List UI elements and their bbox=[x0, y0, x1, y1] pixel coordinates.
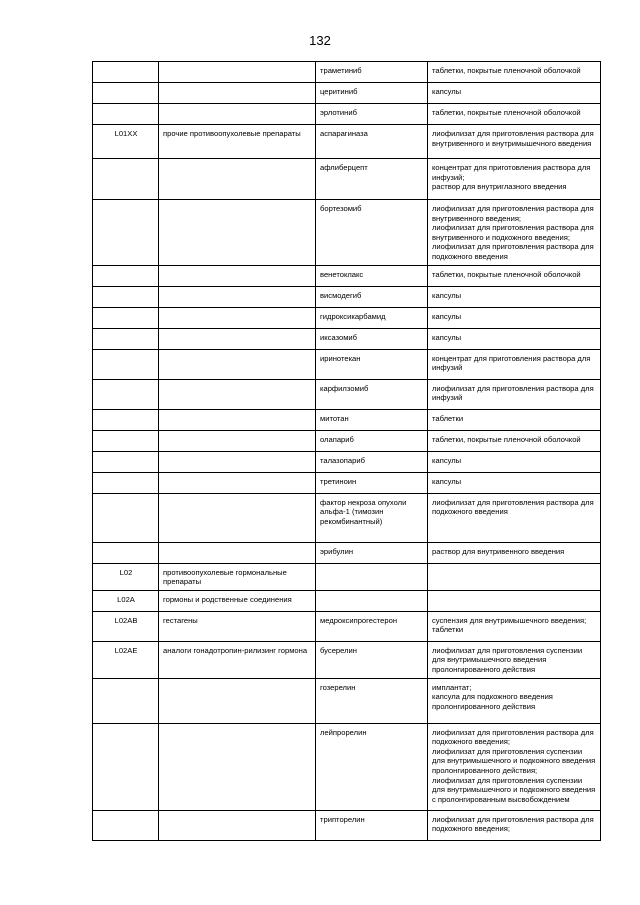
drug-name-cell: венетоклакс bbox=[316, 265, 428, 286]
group-name-cell bbox=[159, 286, 316, 307]
dosage-form-cell bbox=[428, 590, 601, 611]
atc-code-cell bbox=[93, 286, 159, 307]
group-name-cell bbox=[159, 723, 316, 810]
drug-name-cell: висмодегиб bbox=[316, 286, 428, 307]
dosage-form-cell bbox=[428, 493, 601, 542]
drug-name-cell bbox=[316, 590, 428, 611]
atc-code-cell bbox=[93, 200, 159, 266]
group-name-cell bbox=[159, 472, 316, 493]
dosage-form-cell bbox=[428, 104, 601, 125]
dosage-form-cell bbox=[428, 810, 601, 840]
dosage-form-line: таблетки, покрытые пленочной оболочкой bbox=[432, 108, 581, 117]
dosage-form-line: таблетки, покрытые пленочной оболочкой bbox=[432, 66, 581, 75]
drug-name-cell: церитиниб bbox=[316, 83, 428, 104]
dosage-form-cell bbox=[428, 451, 601, 472]
dosage-form-cell bbox=[428, 307, 601, 328]
group-name-cell bbox=[159, 810, 316, 840]
group-name-cell bbox=[159, 409, 316, 430]
group-name-cell: прочие противоопухолевые препараты bbox=[159, 125, 316, 159]
atc-code-cell bbox=[93, 349, 159, 379]
dosage-form-line: лиофилизат для приготовления раствора для подкожного введения; bbox=[432, 814, 594, 834]
dosage-form-cell bbox=[428, 265, 601, 286]
dosage-form-cell bbox=[428, 472, 601, 493]
table-row bbox=[93, 493, 601, 542]
table-row bbox=[93, 678, 601, 723]
page-number: 132 bbox=[309, 33, 331, 48]
dosage-form-cell bbox=[428, 328, 601, 349]
table-row bbox=[93, 810, 601, 840]
drug-name-cell: эрлотиниб bbox=[316, 104, 428, 125]
dosage-form-line: лиофилизат для приготовления суспензии для внутримышечного и подкожного введения пролонгированного действия; bbox=[432, 746, 596, 775]
dosage-form-line: лиофилизат для приготовления раствора для подкожного введения; bbox=[432, 727, 594, 747]
atc-code-cell bbox=[93, 307, 159, 328]
group-name-cell bbox=[159, 430, 316, 451]
group-name-cell bbox=[159, 307, 316, 328]
dosage-form-cell bbox=[428, 379, 601, 409]
drug-name-cell: гидроксикарбамид bbox=[316, 307, 428, 328]
atc-code-cell bbox=[93, 451, 159, 472]
dosage-form-cell bbox=[428, 723, 601, 810]
dosage-form-line: таблетки bbox=[432, 413, 464, 423]
table-row bbox=[93, 159, 601, 200]
atc-code-cell bbox=[93, 542, 159, 563]
atc-code-cell bbox=[93, 83, 159, 104]
table-row bbox=[93, 542, 601, 563]
atc-code-cell bbox=[93, 723, 159, 810]
dosage-form-cell bbox=[428, 349, 601, 379]
group-name-cell: гормоны и родственные соединения bbox=[159, 590, 316, 611]
drug-name-cell: иринотекан bbox=[316, 349, 428, 379]
group-name-cell bbox=[159, 379, 316, 409]
table-row bbox=[93, 563, 601, 590]
dosage-form-line: лиофилизат для приготовления раствора для внутривенного введения; bbox=[432, 204, 594, 223]
drug-name-cell: фактор некроза опухоли альфа-1 (тимозин рекомбинантный) bbox=[316, 493, 428, 542]
atc-code-cell: L02AE bbox=[93, 641, 159, 678]
dosage-form-line: таблетки, покрытые пленочной оболочкой bbox=[432, 269, 581, 279]
atc-code-cell bbox=[93, 810, 159, 840]
atc-code-cell: L01XX bbox=[93, 125, 159, 159]
drug-name-cell: карфилзомиб bbox=[316, 379, 428, 409]
dosage-form-line: таблетки, покрытые пленочной оболочкой bbox=[432, 434, 581, 444]
drug-name-cell: бусерелин bbox=[316, 641, 428, 678]
atc-code-cell bbox=[93, 265, 159, 286]
dosage-form-cell bbox=[428, 430, 601, 451]
dosage-form-line: капсула для подкожного введения пролонгированного действия bbox=[432, 692, 553, 711]
atc-code-cell bbox=[93, 379, 159, 409]
dosage-form-line: имплантат; bbox=[432, 682, 472, 692]
drug-name-cell bbox=[316, 563, 428, 590]
atc-code-cell bbox=[93, 430, 159, 451]
atc-code-cell: L02 bbox=[93, 563, 159, 590]
table-row bbox=[93, 286, 601, 307]
dosage-form-line: раствор для внутривенного введения bbox=[432, 546, 565, 556]
drug-name-cell: траметиниб bbox=[316, 62, 428, 83]
table-row bbox=[93, 472, 601, 493]
dosage-form-cell bbox=[428, 83, 601, 104]
dosage-form-line: таблетки bbox=[432, 625, 464, 635]
dosage-form-cell bbox=[428, 542, 601, 563]
atc-code-cell bbox=[93, 104, 159, 125]
dosage-form-line: капсулы bbox=[432, 87, 462, 96]
drug-name-cell: олапариб bbox=[316, 430, 428, 451]
dosage-form-line: лиофилизат для приготовления раствора для инфузий bbox=[432, 383, 594, 403]
group-name-cell bbox=[159, 104, 316, 125]
dosage-form-line: раствор для внутриглазного введения bbox=[432, 182, 567, 192]
dosage-form-line: капсулы bbox=[432, 332, 462, 342]
group-name-cell bbox=[159, 83, 316, 104]
group-name-cell bbox=[159, 493, 316, 542]
table-row bbox=[93, 349, 601, 379]
drug-name-cell: афлиберцепт bbox=[316, 159, 428, 200]
table-row bbox=[93, 200, 601, 266]
dosage-form-line: концентрат для приготовления раствора для инфузий; bbox=[432, 163, 591, 182]
group-name-cell bbox=[159, 678, 316, 723]
dosage-form-cell bbox=[428, 678, 601, 723]
table-row bbox=[93, 409, 601, 430]
drug-name-cell: гозерелин bbox=[316, 678, 428, 723]
dosage-form-line: капсулы bbox=[432, 311, 462, 321]
dosage-form-line: лиофилизат для приготовления суспензии для внутримышечного введения пролонгированного действия bbox=[432, 645, 583, 674]
drug-name-cell: лейпрорелин bbox=[316, 723, 428, 810]
drug-name-cell: бортезомиб bbox=[316, 200, 428, 266]
atc-code-cell bbox=[93, 62, 159, 83]
drug-name-cell: трипторелин bbox=[316, 810, 428, 840]
group-name-cell bbox=[159, 200, 316, 266]
dosage-form-cell bbox=[428, 611, 601, 641]
dosage-form-cell bbox=[428, 200, 601, 266]
group-name-cell bbox=[159, 542, 316, 563]
table-row bbox=[93, 590, 601, 611]
table-row bbox=[93, 104, 601, 125]
table-row bbox=[93, 265, 601, 286]
group-name-cell: аналоги гонадотропин-рилизинг гормона bbox=[159, 641, 316, 678]
drug-name-cell: талазопариб bbox=[316, 451, 428, 472]
dosage-form-cell bbox=[428, 159, 601, 200]
group-name-cell bbox=[159, 451, 316, 472]
drug-name-cell: иксазомиб bbox=[316, 328, 428, 349]
group-name-cell bbox=[159, 328, 316, 349]
atc-code-cell bbox=[93, 159, 159, 200]
atc-code-cell bbox=[93, 472, 159, 493]
dosage-form-cell bbox=[428, 641, 601, 678]
table-row bbox=[93, 125, 601, 159]
table-row bbox=[93, 430, 601, 451]
atc-code-cell bbox=[93, 328, 159, 349]
dosage-form-line: капсулы bbox=[432, 476, 462, 486]
dosage-form-line: лиофилизат для приготовления раствора для подкожного введения bbox=[432, 242, 594, 261]
group-name-cell bbox=[159, 265, 316, 286]
atc-code-cell bbox=[93, 678, 159, 723]
table-row bbox=[93, 451, 601, 472]
atc-code-cell bbox=[93, 493, 159, 542]
table-row bbox=[93, 83, 601, 104]
table-row bbox=[93, 379, 601, 409]
table-row bbox=[93, 641, 601, 678]
dosage-form-cell bbox=[428, 125, 601, 159]
atc-code-cell: L02AB bbox=[93, 611, 159, 641]
drug-table bbox=[92, 61, 601, 841]
table-row bbox=[93, 62, 601, 83]
group-name-cell: противоопухолевые гормональные препараты bbox=[159, 563, 316, 590]
drug-name-cell: третиноин bbox=[316, 472, 428, 493]
dosage-form-line: концентрат для приготовления раствора для инфузий bbox=[432, 353, 591, 373]
dosage-form-line: капсулы bbox=[432, 290, 462, 300]
group-name-cell bbox=[159, 349, 316, 379]
dosage-form-line: лиофилизат для приготовления суспензии для внутримышечного и подкожного введения с пролонгированным высвобождением bbox=[432, 775, 596, 804]
dosage-form-line: лиофилизат для приготовления раствора для подкожного введения bbox=[432, 497, 594, 517]
dosage-form-cell bbox=[428, 286, 601, 307]
dosage-form-line: лиофилизат для приготовления раствора для внутривенного и подкожного введения; bbox=[432, 223, 594, 242]
drug-name-cell: митотан bbox=[316, 409, 428, 430]
drug-name-cell: медроксипрогестерон bbox=[316, 611, 428, 641]
dosage-form-cell bbox=[428, 409, 601, 430]
drug-name-cell: аспарагиназа bbox=[316, 125, 428, 159]
table-row bbox=[93, 307, 601, 328]
table-row bbox=[93, 611, 601, 641]
dosage-form-line: суспензия для внутримышечного введения; bbox=[432, 615, 587, 625]
table-row bbox=[93, 723, 601, 810]
group-name-cell bbox=[159, 62, 316, 83]
group-name-cell: гестагены bbox=[159, 611, 316, 641]
dosage-form-line: лиофилизат для приготовления раствора для внутривенного и внутримышечного введения bbox=[432, 129, 594, 148]
atc-code-cell bbox=[93, 409, 159, 430]
dosage-form-cell bbox=[428, 563, 601, 590]
dosage-form-cell bbox=[428, 62, 601, 83]
drug-name-cell: эрибулин bbox=[316, 542, 428, 563]
dosage-form-line: капсулы bbox=[432, 455, 462, 465]
table-row bbox=[93, 328, 601, 349]
group-name-cell bbox=[159, 159, 316, 200]
atc-code-cell: L02A bbox=[93, 590, 159, 611]
